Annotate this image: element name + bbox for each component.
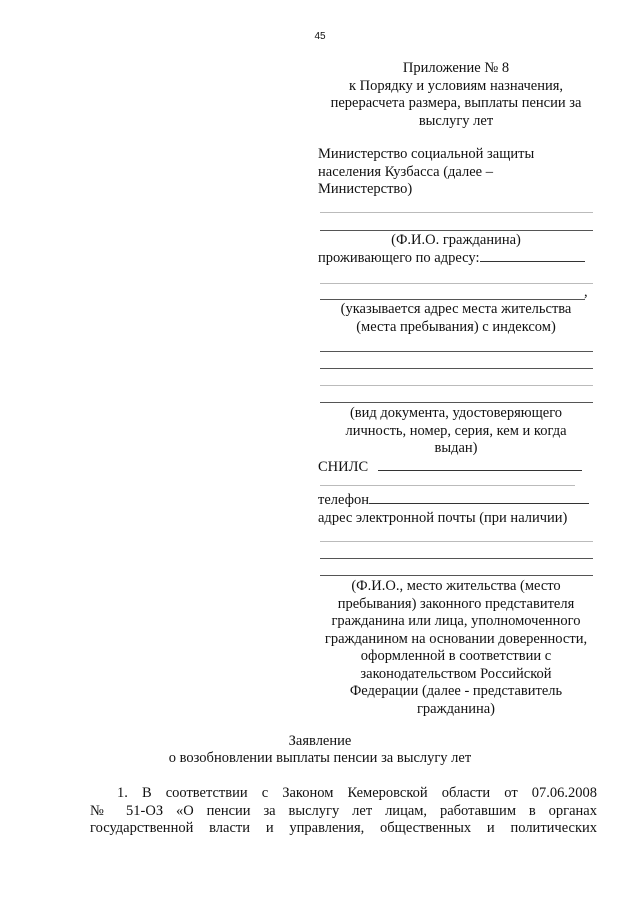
appendix-line: к Порядку и условиям назначения,	[348, 77, 564, 94]
representative-caption-line: законодательством Российской	[360, 665, 552, 682]
address-caption-line: (указывается адрес места жительства	[340, 301, 572, 317]
page-number: 45	[314, 31, 326, 42]
phone-label: телефон	[318, 492, 370, 508]
statement-title: Заявление	[288, 733, 352, 749]
representative-blank-line[interactable]	[320, 558, 593, 559]
address-blank-line[interactable]	[320, 283, 593, 284]
address-blank-line[interactable]	[320, 299, 585, 300]
appendix-line: перерасчета размера, выплаты пенсии за	[330, 95, 582, 111]
representative-blank-line[interactable]	[320, 575, 593, 576]
document-blank-line[interactable]	[320, 402, 593, 403]
body-line: № 51-ОЗ «О пенсии за выслугу лет лицам, работавшим в органах	[90, 802, 597, 819]
snils-row	[318, 458, 594, 477]
snils-extra-line[interactable]	[320, 485, 575, 486]
representative-caption-line: гражданина)	[416, 700, 495, 717]
representative-caption-line: (Ф.И.О., место жительства (место	[351, 578, 561, 594]
addressee	[318, 146, 594, 199]
body-line: государственной власти и управления, общественных и политических	[90, 820, 597, 836]
address-caption-line: (места пребывания) с индексом)	[356, 318, 556, 335]
email-row	[318, 510, 594, 528]
email-label: адрес электронной почты (при наличии)	[318, 510, 568, 526]
representative-caption-line: гражданина или лица, уполномоченного	[331, 613, 581, 629]
body-line: 1. В соответствии с Законом Кемеровской области от 07.06.2008	[117, 785, 597, 801]
fio-blank-line[interactable]	[320, 212, 593, 213]
appendix-header	[318, 60, 594, 130]
phone-field[interactable]	[369, 491, 589, 504]
appendix-line: выслугу лет	[418, 112, 494, 129]
residence-label: проживающего по адресу:	[318, 250, 480, 266]
snils-label: СНИЛС	[318, 459, 369, 475]
representative-caption	[318, 578, 594, 718]
document-caption-line: личность, номер, серия, кем и когда	[345, 422, 567, 439]
address-comma: ,	[584, 284, 588, 300]
representative-caption-line: Федерации (далее - представитель	[349, 683, 563, 699]
address-caption	[318, 301, 594, 336]
document-blank-line[interactable]	[320, 385, 593, 386]
document-caption-line: выдан)	[434, 440, 478, 456]
snils-field[interactable]	[378, 458, 582, 471]
addressee-line: Министерство социальной защиты	[318, 146, 535, 162]
appendix-title: Приложение № 8	[402, 60, 510, 76]
residence-row	[318, 249, 594, 268]
addressee-line: Министерство)	[318, 181, 413, 197]
phone-row	[318, 491, 594, 510]
document-caption-line: (вид документа, удостоверяющего	[349, 405, 563, 421]
representative-caption-line: пребывания) законного представителя	[337, 595, 575, 612]
fio-caption: (Ф.И.О. гражданина)	[391, 232, 521, 248]
residence-field[interactable]	[480, 249, 585, 262]
statement-subtitle: о возобновлении выплаты пенсии за выслугу лет	[168, 750, 472, 766]
addressee-line: населения Кузбасса (далее –	[318, 163, 493, 180]
document-blank-line[interactable]	[320, 368, 593, 369]
document-caption	[318, 405, 594, 458]
representative-caption-line: оформленной в соответствии с	[360, 648, 552, 664]
representative-caption-line: гражданином на основании доверенности,	[324, 630, 588, 647]
fio-blank-line[interactable]	[320, 230, 593, 231]
statement-body	[90, 785, 597, 838]
email-blank-line[interactable]	[320, 541, 593, 542]
document-blank-line[interactable]	[320, 351, 593, 352]
